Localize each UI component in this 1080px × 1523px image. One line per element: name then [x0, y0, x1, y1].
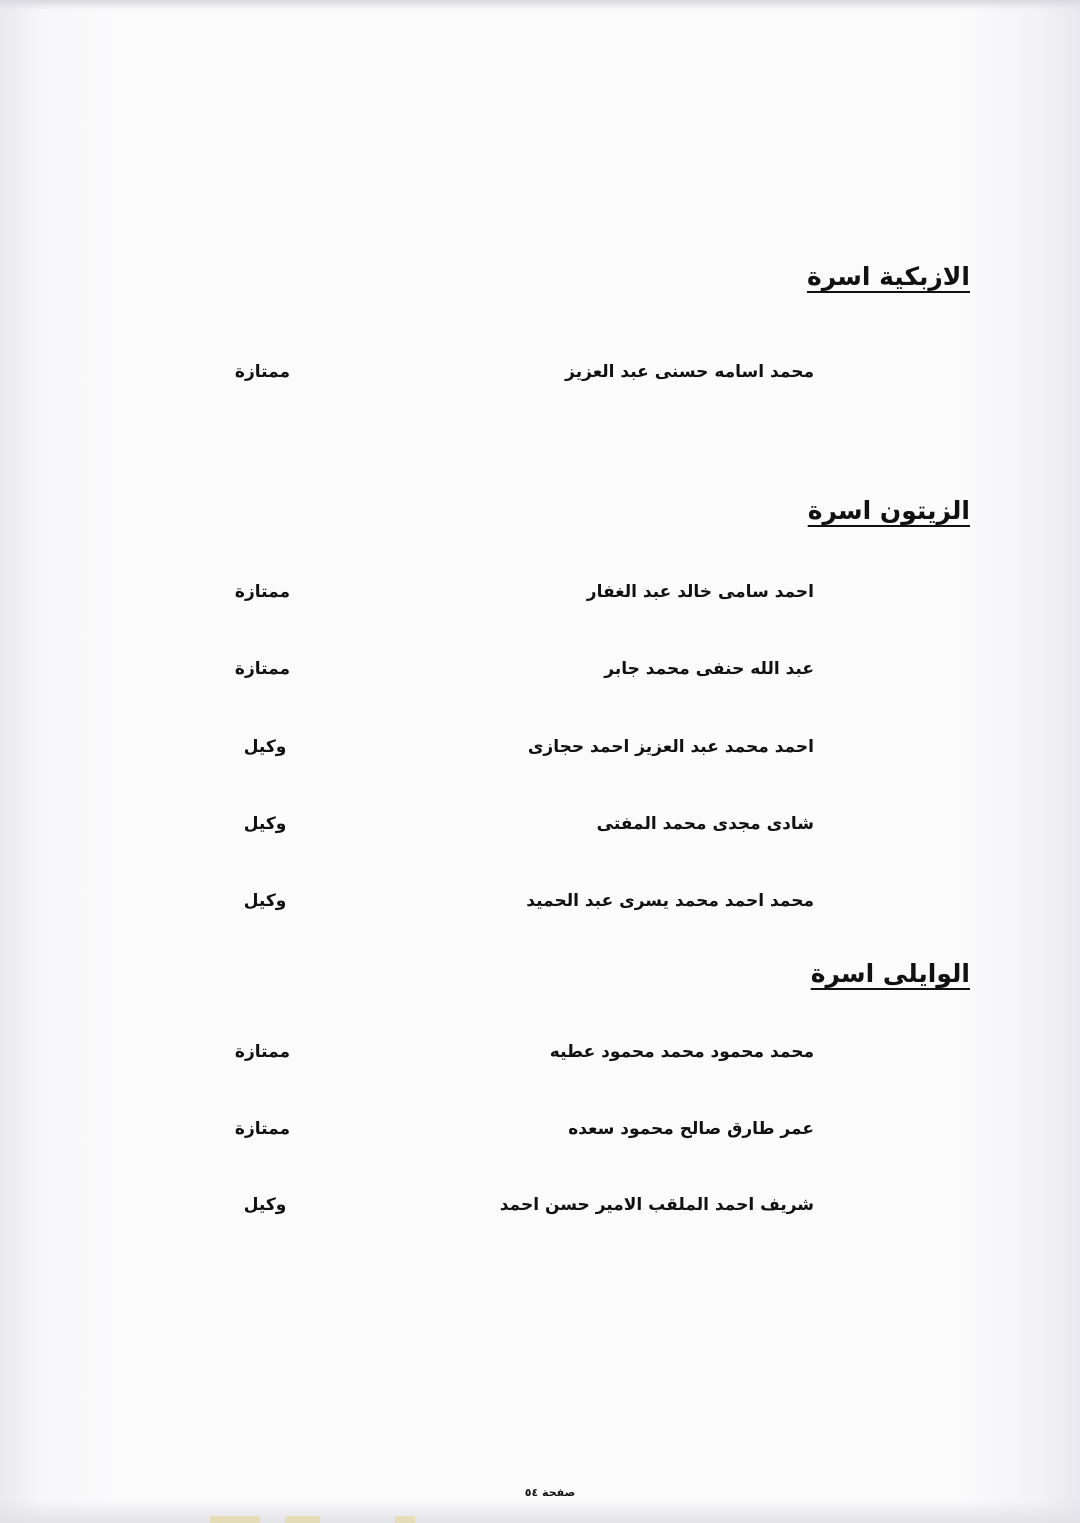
member-grade: ممتازة [234, 582, 290, 602]
section-heading-zeitoun: الزيتون اسرة [807, 496, 970, 525]
section-heading-waili: الوايلى اسرة [810, 959, 970, 988]
member-name: محمد احمد محمد يسرى عبد الحميد [526, 891, 814, 911]
member-name: محمد اسامه حسنى عبد العزيز [565, 362, 814, 382]
member-grade: وكيل [243, 891, 287, 911]
scan-edge-top [0, 0, 1080, 10]
scan-stain [395, 1516, 415, 1523]
member-name: عبد الله حنفى محمد جابر [604, 659, 814, 679]
scan-edge-bottom [0, 1500, 1080, 1523]
member-grade: ممتازة [234, 1042, 290, 1062]
scan-stain [285, 1516, 320, 1523]
member-name: احمد سامى خالد عبد الغفار [586, 582, 814, 602]
member-name: شادى مجدى محمد المفتى [596, 814, 814, 834]
member-grade: وكيل [243, 814, 287, 834]
member-grade: ممتازة [234, 659, 290, 679]
member-name: احمد محمد عبد العزيز احمد حجازى [527, 737, 814, 757]
member-name: شريف احمد الملقب الامير حسن احمد [499, 1195, 814, 1215]
section-heading-azbakeya: الازبكية اسرة [806, 262, 970, 291]
member-grade: ممتازة [234, 362, 290, 382]
member-grade: ممتازة [234, 1119, 290, 1139]
member-grade: وكيل [243, 1195, 287, 1215]
page-number: صفحة ٥٤ [524, 1486, 576, 1499]
member-name: محمد محمود محمد محمود عطيه [549, 1042, 814, 1062]
scan-stain [210, 1516, 260, 1523]
member-name: عمر طارق صالح محمود سعده [568, 1119, 814, 1139]
member-grade: وكيل [243, 737, 287, 757]
